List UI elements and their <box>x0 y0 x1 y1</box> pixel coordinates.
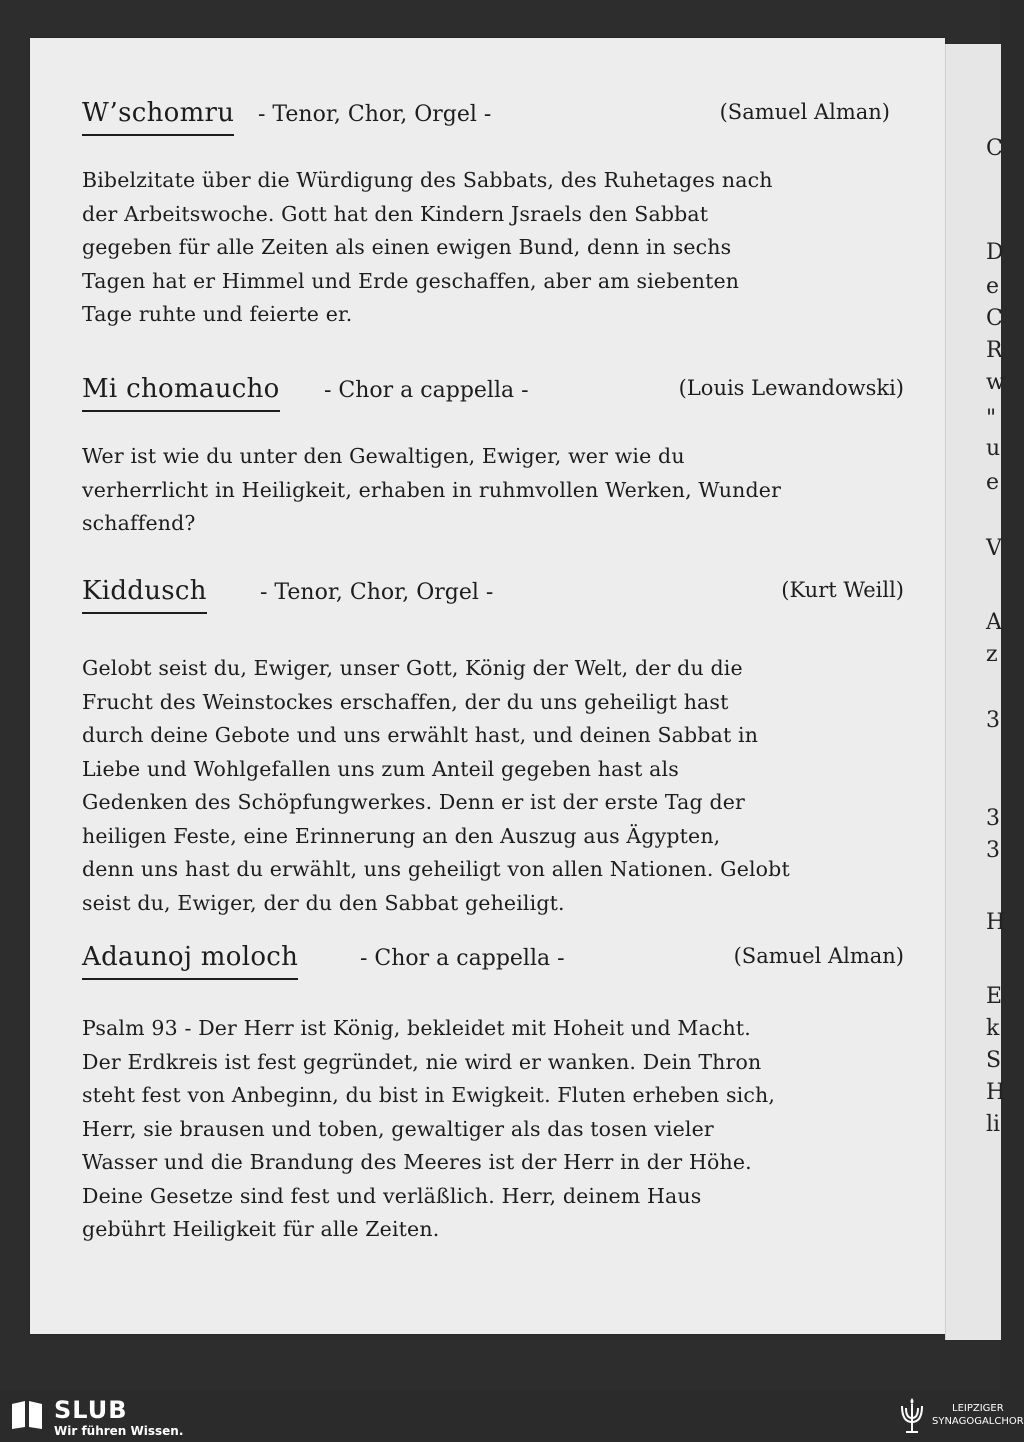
edge-char: S <box>986 1048 1002 1073</box>
piece-section <box>82 576 904 920</box>
edge-char: D <box>986 240 1004 265</box>
edge-char: u <box>986 436 1001 461</box>
edge-char: e <box>986 470 1000 495</box>
piece-scoring: - Chor a cappella - <box>360 946 565 971</box>
next-page-edge <box>945 44 1006 1340</box>
edge-char: " <box>986 406 997 431</box>
piece-heading <box>82 942 904 982</box>
edge-char: C <box>986 136 1003 161</box>
edge-char: V <box>986 536 1002 561</box>
piece-heading <box>82 374 904 414</box>
piece-scoring: - Tenor, Chor, Orgel - <box>260 580 494 605</box>
piece-description: Gelobt seist du, Ewiger, unser Gott, König der Welt, der du die Frucht des Weinstockes erschaffen, der du uns geheiligt hast durch deine Gebote und uns erwählt hast, und deinen Sabbat in Liebe und Wohlgefallen uns zum Anteil gegeben hast als Gedenken des Schöpfungwerkes. Denn er ist der erste Tag der heiligen Feste, eine Erinnerung an den Auszug aus Ägypten, denn uns hast du erwählt, uns geheiligt von allen Nationen. Gelobt seist du, Ewiger, der du den Sabbat geheiligt. <box>82 656 790 915</box>
menorah-icon[interactable] <box>897 1396 927 1436</box>
viewer-footer <box>0 1390 1024 1442</box>
partner-logo-text <box>932 1402 1024 1428</box>
edge-char: 3 <box>986 838 1000 863</box>
piece-description: Wer ist wie du unter den Gewaltigen, Ewiger, wer wie du verherrlicht in Heiligkeit, erhaben in ruhmvollen Werken, Wunder schaffend? <box>82 444 782 535</box>
edge-char: li <box>986 1112 1001 1137</box>
piece-composer: (Samuel Alman) <box>733 944 904 968</box>
piece-title: W’schomru <box>82 98 234 136</box>
piece-heading <box>82 576 904 616</box>
slub-book-icon[interactable] <box>10 1398 44 1430</box>
piece-composer: (Louis Lewandowski) <box>678 376 904 400</box>
edge-char: 3 <box>986 806 1000 831</box>
edge-char: H <box>986 910 1006 935</box>
piece-heading <box>82 98 904 138</box>
edge-char: R <box>986 338 1003 363</box>
piece-title: Kiddusch <box>82 576 207 614</box>
piece-title: Adaunoj moloch <box>82 942 298 980</box>
piece-section <box>82 374 904 541</box>
piece-scoring: - Chor a cappella - <box>324 378 529 403</box>
edge-char: k <box>986 1016 1000 1041</box>
edge-char: z <box>986 642 998 667</box>
piece-description: Bibelzitate über die Würdigung des Sabbats, des Ruhetages nach der Arbeitswoche. Gott hat den Kindern Jsraels den Sabbat gegeben für alle Zeiten als einen ewigen Bund, denn in sechs Tagen hat er Himmel und Erde geschaffen, aber am siebenten Tage ruhte und feierte er. <box>82 168 773 326</box>
piece-composer: (Samuel Alman) <box>719 100 890 124</box>
partner-line2: SYNAGOGALCHOR <box>932 1416 1024 1427</box>
piece-scoring: - Tenor, Chor, Orgel - <box>258 102 492 127</box>
piece-title: Mi chomaucho <box>82 374 280 412</box>
partner-line1: LEIPZIGER <box>952 1403 1004 1414</box>
edge-char: 3 <box>986 708 1000 733</box>
piece-section <box>82 98 904 332</box>
library-tagline: Wir führen Wissen. <box>54 1424 184 1438</box>
piece-composer: (Kurt Weill) <box>781 578 904 602</box>
piece-section <box>82 942 904 1247</box>
edge-char: E <box>986 984 1003 1009</box>
edge-char: H <box>986 1080 1006 1105</box>
edge-char: w <box>986 370 1005 395</box>
edge-char: A <box>986 610 1002 635</box>
library-name[interactable]: SLUB <box>54 1396 128 1424</box>
edge-char: C <box>986 306 1003 331</box>
piece-description: Psalm 93 - Der Herr ist König, bekleidet mit Hoheit und Macht. Der Erdkreis ist fest gegründet, nie wird er wanken. Dein Thron steht fest von Anbeginn, du bist in Ewigkeit. Fluten erheben sich, Herr, sie brausen und toben, gewaltiger als das tosen vieler Wasser und die Brandung des Meeres ist der Herr in der Höhe. Deine Gesetze sind fest und verläßlich. Herr, deinem Haus gebührt Heiligkeit für alle Zeiten. <box>82 1016 775 1241</box>
edge-char: e <box>986 274 1000 299</box>
